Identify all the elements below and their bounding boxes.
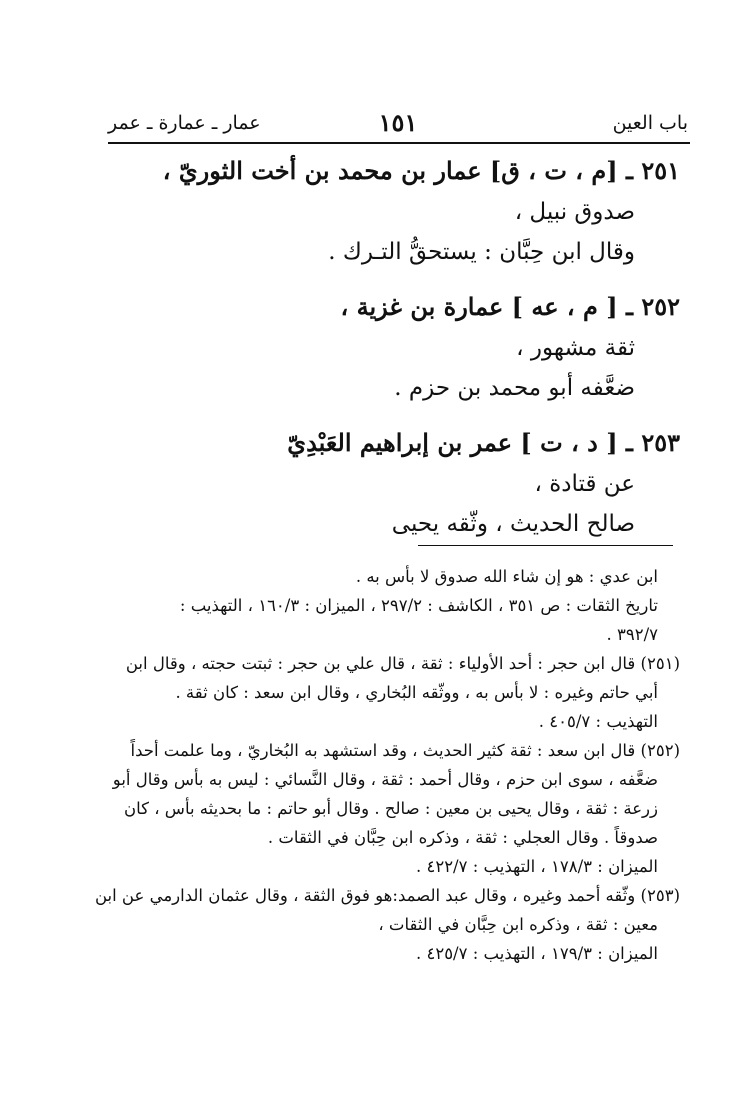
entry-heading: ٢٥٣ ـ [ د ، ت ] عمر بن إبراهيم العَبْدِيّ xyxy=(287,428,680,457)
footnote-line: التهذيب : ٤٠٥/٧ . xyxy=(538,712,658,731)
footnotes xyxy=(70,562,680,968)
entry-names-header: عمار ـ عمارة ـ عمر xyxy=(108,112,261,134)
footnote-line: صدوقاً . وقال العجلي : ثقة ، وذكره ابن حِبَّان في الثقات . xyxy=(267,828,658,847)
entry-251 xyxy=(100,150,680,272)
footnote-line: الميزان : ١٧٩/٣ ، التهذيب : ٤٢٥/٧ . xyxy=(415,944,658,963)
entry-line: وقال ابن حِبَّان : يستحقُّ التـرك . xyxy=(328,239,635,265)
footnote-line: (٢٥١) قال ابن حجر : أحد الأولياء : ثقة ، قال علي بن حجر : ثبتت حجته ، وقال ابن xyxy=(125,654,680,673)
footnote-line: ضعَّفه ، سوى ابن حزم ، وقال أحمد : ثقة ، وقال النَّسائي : ليس به بأس وقال أبو xyxy=(112,770,658,789)
entry-heading: ٢٥٢ ـ [ م ، عه ] عمارة بن غزية ، xyxy=(340,292,680,321)
footnote-separator xyxy=(418,545,673,546)
page-number: ١٥١ xyxy=(378,108,418,137)
footnote-line: أبي حاتم وغيره : لا بأس به ، ووثّقه البُخاري ، وقال ابن سعد : كان ثقة . xyxy=(175,683,658,702)
entry-253 xyxy=(100,422,680,544)
main-entries xyxy=(100,150,680,558)
header-rule xyxy=(108,142,690,144)
footnote-line: تاريخ الثقات : ص ٣٥١ ، الكاشف : ٢٩٧/٢ ، الميزان : ١٦٠/٣ ، التهذيب : xyxy=(179,596,658,615)
entry-252 xyxy=(100,286,680,408)
entry-line: صدوق نبيل ، xyxy=(514,199,635,225)
footnote-line: معين : ثقة ، وذكره ابن حِبَّان في الثقات ، xyxy=(378,915,658,934)
footnote-line: زرعة : ثقة ، وقال يحيى بن معين : صالح . وقال أبو حاتم : ما بحديثه بأس ، كان xyxy=(123,799,658,818)
footnote-line: (٢٥٢) قال ابن سعد : ثقة كثير الحديث ، وقد استشهد به البُخاريّ ، وما علمت أحداً xyxy=(130,741,680,760)
footnote-line: ابن عدي : هو إن شاء الله صدوق لا بأس به . xyxy=(355,567,658,586)
footnote-line: الميزان : ١٧٨/٣ ، التهذيب : ٤٢٢/٧ . xyxy=(415,857,658,876)
entry-line: ثقة مشهور ، xyxy=(516,335,635,361)
entry-line: صالح الحديث ، وثّقه يحيى xyxy=(391,511,635,537)
footnote-line: ٣٩٢/٧ . xyxy=(606,625,658,644)
entry-line: ضعَّفه أبو محمد بن حزم . xyxy=(394,375,635,401)
entry-heading: ٢٥١ ـ [م ، ت ، ق] عمار بن محمد بن أخت الثوريّ ، xyxy=(162,156,680,185)
chapter-title: باب العين xyxy=(612,112,688,134)
entry-line: عن قتادة ، xyxy=(534,471,635,497)
footnote-line: (٢٥٣) وثّقه أحمد وغيره ، وقال عبد الصمد:هو فوق الثقة ، وقال عثمان الدارمي عن ابن xyxy=(94,886,680,905)
running-header xyxy=(108,108,688,142)
